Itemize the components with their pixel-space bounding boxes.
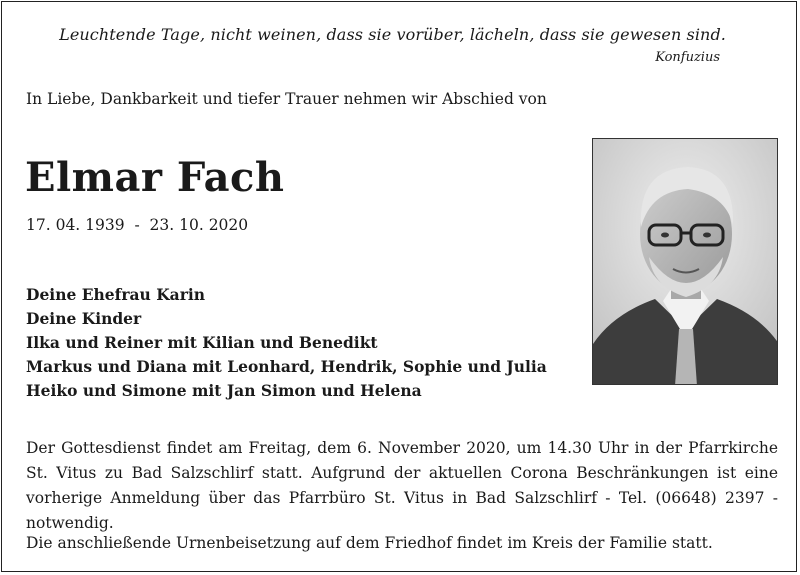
burial-paragraph: Die anschließende Urnenbeisetzung auf dem Friedhof findet im Kreis der Familie statt. [26,534,713,552]
survivor-line: Heiko und Simone mit Jan Simon und Helena [26,381,422,400]
obituary-frame [1,1,797,572]
quote-author: Konfuzius [655,50,720,65]
survivor-line: Deine Kinder [26,309,142,328]
portrait-photo [592,138,778,385]
survivors-list [26,283,547,403]
survivor-line: Ilka und Reiner mit Kilian und Benedikt [26,333,378,352]
deceased-name: Elmar Fach [25,154,285,201]
survivor-line: Markus und Diana mit Leonhard, Hendrik, Sophie und Julia [26,357,547,376]
intro-text: In Liebe, Dankbarkeit und tiefer Trauer nehmen wir Abschied von [26,90,547,108]
life-dates: 17. 04. 1939 - 23. 10. 2020 [26,216,249,234]
quote-text: Leuchtende Tage, nicht weinen, dass sie vorüber, lächeln, dass sie gewesen sind. [59,25,726,44]
service-paragraph: Der Gottesdienst findet am Freitag, dem 6. November 2020, um 14.30 Uhr in der Pfarrkirche St. Vitus zu Bad Salzschlirf statt. Aufgrund der aktuellen Corona Beschränkungen ist eine vorherige Anmeldung über das Pfarrbüro St. Vitus in Bad Salzschlirf - Tel. (06648) 2397 - notwendig. [26,439,778,532]
survivor-line: Deine Ehefrau Karin [26,285,206,304]
